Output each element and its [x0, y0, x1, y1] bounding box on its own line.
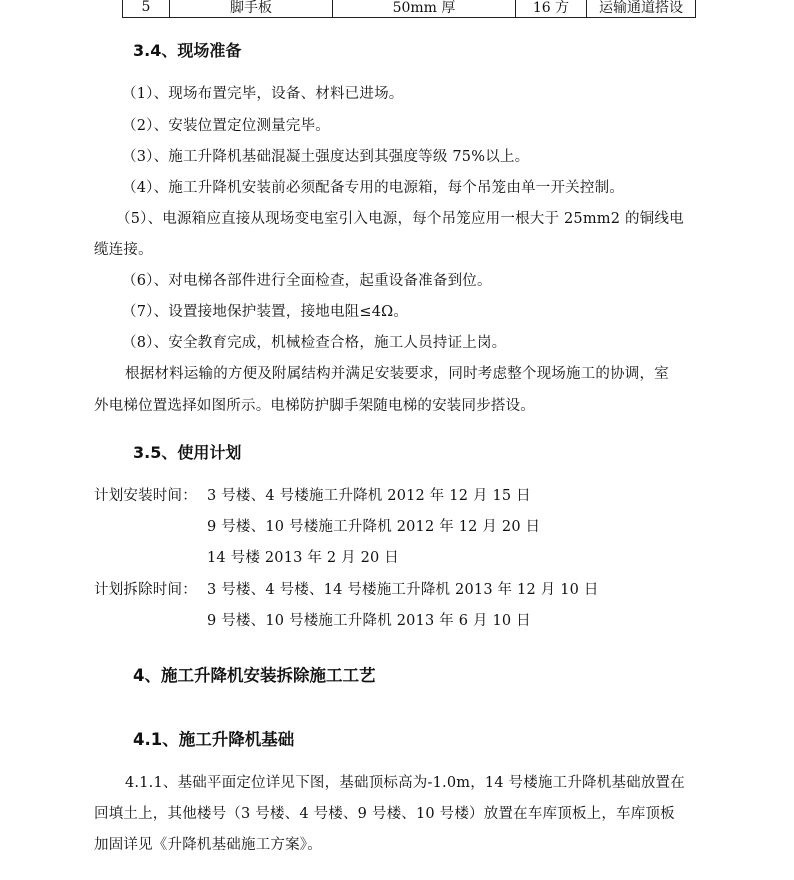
s34-para-line-1: 根据材料运输的方便及附属结构并满足安装要求，同时考虑整个现场施工的协调，室	[125, 366, 669, 382]
cell-name: 脚手板	[170, 0, 333, 18]
s34-item-1: （1）、现场布置完毕，设备、材料已进场。	[122, 86, 404, 102]
section-3-4-title: 3.4、现场准备	[133, 41, 242, 60]
s34-item-6: （6）、对电梯各部件进行全面检查，起重设备准备到位。	[122, 273, 492, 289]
s41-para-line-1: 4.1.1、基础平面定位详见下图，基础顶标高为-1.0m，14 号楼施工升降机基础放置在	[125, 775, 685, 791]
s34-item-5-cont: 缆连接。	[94, 242, 153, 258]
materials-table	[122, 0, 696, 18]
install-line-1: 3 号楼、4 号楼施工升降机 2012 年 12 月 15 日	[207, 488, 531, 504]
install-line-3: 14 号楼 2013 年 2 月 20 日	[207, 550, 399, 566]
cell-spec: 50mm 厚	[333, 0, 516, 18]
cell-use: 运输通道搭设	[587, 0, 696, 18]
section-3-5-title: 3.5、使用计划	[133, 443, 242, 462]
s34-item-5: （5）、电源箱应直接从现场变电室引入电源，每个吊笼应用一根大于 25mm2 的铜线电	[116, 211, 684, 227]
remove-line-1: 3 号楼、4 号楼、14 号楼施工升降机 2013 年 12 月 10 日	[207, 582, 599, 598]
s34-item-8: （8）、安全教育完成，机械检查合格，施工人员持证上岗。	[122, 335, 507, 351]
install-line-2: 9 号楼、10 号楼施工升降机 2012 年 12 月 20 日	[207, 519, 541, 535]
remove-label: 计划拆除时间：	[94, 582, 197, 598]
table-row	[123, 0, 696, 18]
s41-para-line-3: 加固详见《升降机基础施工方案》。	[94, 837, 322, 853]
s34-para-line-2: 外电梯位置选择如图所示。电梯防护脚手架随电梯的安装同步搭设。	[94, 398, 535, 414]
section-4-title: 4、施工升降机安装拆除施工工艺	[133, 666, 376, 685]
cell-qty: 16 方	[516, 0, 587, 18]
cell-no: 5	[123, 0, 170, 18]
s34-item-3: （3）、施工升降机基础混凝土强度达到其强度等级 75%以上。	[122, 149, 530, 165]
s34-item-2: （2）、安装位置定位测量完毕。	[122, 118, 330, 134]
section-4-1-title: 4.1、施工升降机基础	[133, 730, 295, 749]
remove-line-2: 9 号楼、10 号楼施工升降机 2013 年 6 月 10 日	[207, 613, 531, 629]
install-label: 计划安装时间：	[94, 488, 197, 504]
s34-item-7: （7）、设置接地保护装置，接地电阻≤4Ω。	[122, 304, 409, 320]
s41-para-line-2: 回填土上，其他楼号（3 号楼、4 号楼、9 号楼、10 号楼）放置在车库顶板上，车库顶板	[94, 806, 675, 822]
s34-item-4: （4）、施工升降机安装前必须配备专用的电源箱，每个吊笼由单一开关控制。	[122, 180, 624, 196]
